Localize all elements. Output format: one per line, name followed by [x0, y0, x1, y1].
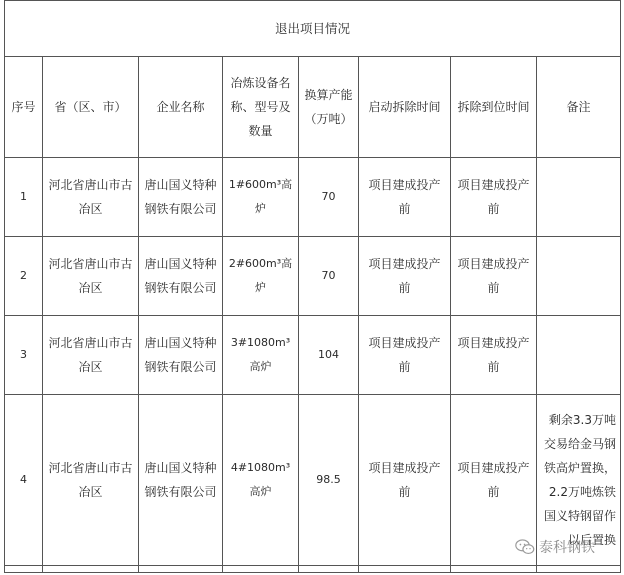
cell-company: 唐山国义特种钢铁有限公司 [139, 237, 223, 316]
cell-seq: 3 [5, 316, 43, 395]
cell-equipment: 4#1080m³高炉 [223, 395, 299, 566]
cell-equipment: 3#1080m³高炉 [223, 316, 299, 395]
cell-province: 河北省唐山市古冶区 [43, 316, 139, 395]
cell-equipment: 1#600m³高炉 [223, 158, 299, 237]
cell-note: 剩余3.3万吨交易给金马钢铁高炉置换，2.2万吨炼铁国义特钢留作以后置换 [537, 395, 621, 566]
cell-capacity: 104 [299, 316, 359, 395]
cell-company: 唐山国义特种钢铁有限公司 [139, 395, 223, 566]
watermark-text: 泰科钢铁 [539, 540, 595, 556]
header-equipment: 冶炼设备名称、型号及数量 [223, 57, 299, 158]
cell-note [537, 237, 621, 316]
cell-finish-time: 项目建成投产前 [451, 316, 537, 395]
header-finish-time: 拆除到位时间 [451, 57, 537, 158]
cell-note [537, 158, 621, 237]
cell-start-time: 项目建成投产前 [359, 237, 451, 316]
cell-seq: 1 [5, 158, 43, 237]
cell-province: 河北省唐山市古冶区 [43, 395, 139, 566]
wechat-icon [515, 538, 535, 556]
header-start-time: 启动拆除时间 [359, 57, 451, 158]
cell-equipment: 2#600m³高炉 [223, 237, 299, 316]
cell-finish-time: 项目建成投产前 [451, 237, 537, 316]
header-seq: 序号 [5, 57, 43, 158]
exit-projects-table [4, 0, 621, 573]
cell-province: 河北省唐山市古冶区 [43, 237, 139, 316]
header-capacity: 换算产能（万吨） [299, 57, 359, 158]
table-row-partial [5, 566, 621, 573]
header-company: 企业名称 [139, 57, 223, 158]
cell-finish-time: 项目建成投产前 [451, 395, 537, 566]
cell-finish-time: 项目建成投产前 [451, 158, 537, 237]
table-row [5, 237, 621, 316]
cell-seq: 2 [5, 237, 43, 316]
watermark [515, 535, 615, 559]
table-header-row [5, 57, 621, 158]
table-title: 退出项目情况 [5, 1, 621, 57]
cell-capacity: 70 [299, 237, 359, 316]
cell-start-time: 项目建成投产前 [359, 395, 451, 566]
cell-start-time: 项目建成投产前 [359, 316, 451, 395]
header-province: 省（区、市） [43, 57, 139, 158]
header-note: 备注 [537, 57, 621, 158]
cell-company: 唐山国义特种钢铁有限公司 [139, 158, 223, 237]
cell-province: 河北省唐山市古冶区 [43, 158, 139, 237]
cell-seq: 4 [5, 395, 43, 566]
table-title-row [5, 1, 621, 57]
cell-start-time: 项目建成投产前 [359, 158, 451, 237]
cell-company: 唐山国义特种钢铁有限公司 [139, 316, 223, 395]
table-row [5, 316, 621, 395]
cell-note [537, 316, 621, 395]
table-row [5, 158, 621, 237]
cell-capacity: 98.5 [299, 395, 359, 566]
cell-capacity: 70 [299, 158, 359, 237]
